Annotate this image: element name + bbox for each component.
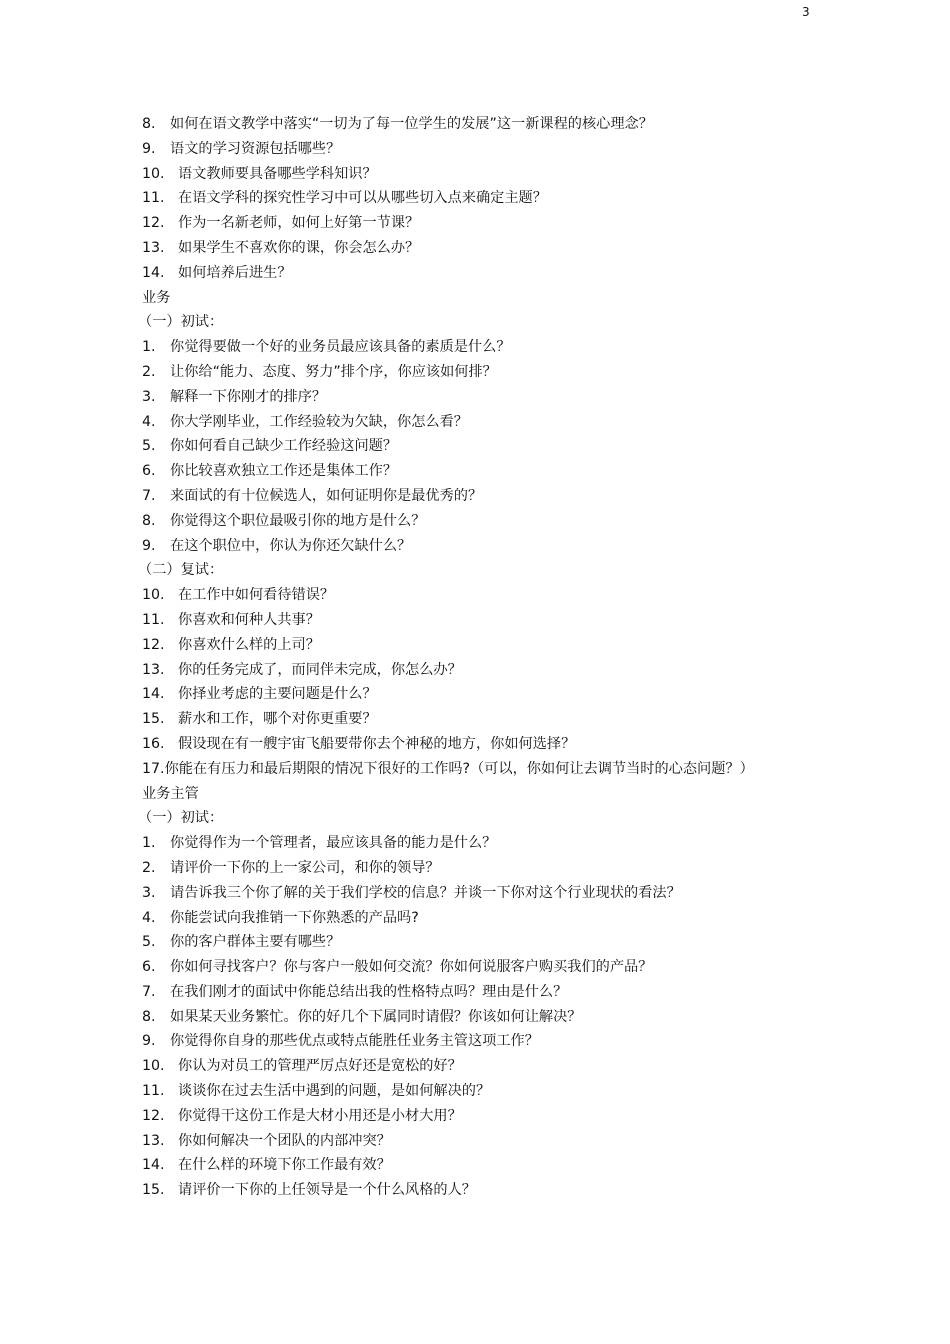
- item-number: 8.: [142, 512, 156, 529]
- item-number: 13.: [142, 661, 165, 678]
- question-item: [142, 955, 942, 980]
- item-number: 11.: [142, 611, 165, 628]
- question-item: [142, 1153, 942, 1178]
- subsection-heading: （一）初试：: [138, 810, 224, 827]
- item-text: 如果学生不喜欢你的课，你会怎么办？: [178, 239, 420, 256]
- item-text: 你能在有压力和最后期限的情况下很好的工作吗?（可以，你如何让去调节当时的心态问题？）: [164, 760, 754, 777]
- item-number: 8.: [142, 116, 156, 132]
- section-heading: 业务主管: [142, 785, 199, 802]
- question-item: [142, 360, 942, 385]
- question-item: [142, 162, 942, 187]
- question-item: [142, 534, 942, 559]
- question-item: [142, 633, 942, 658]
- item-text: 你如何看自己缺少工作经验这问题？: [170, 438, 398, 455]
- item-number: 2.: [142, 859, 156, 876]
- item-number: 6.: [142, 463, 156, 480]
- item-text: 你觉得作为一个管理者，最应该具备的能力是什么？: [170, 835, 497, 852]
- item-text: 你觉得干这份工作是大材小用还是小材大用？: [178, 1107, 462, 1124]
- item-text: 让你给“能力、态度、努力”排个序，你应该如何排？: [170, 363, 497, 380]
- item-number: 6.: [142, 959, 156, 976]
- question-item: [142, 1029, 942, 1054]
- item-number: 9.: [142, 1033, 156, 1050]
- item-number: 14.: [142, 1157, 165, 1174]
- item-number: 10.: [142, 1058, 165, 1075]
- question-item: [142, 459, 942, 484]
- question-item: [142, 757, 942, 782]
- item-number: 11.: [142, 1083, 165, 1100]
- item-number: 5.: [142, 934, 156, 951]
- question-item: [142, 1054, 942, 1079]
- question-item: [142, 682, 942, 707]
- item-number: 14.: [142, 264, 165, 281]
- question-item: [142, 1129, 942, 1154]
- question-item: [142, 1079, 942, 1104]
- item-number: 1.: [142, 835, 156, 852]
- item-text: 在什么样的环境下你工作最有效？: [178, 1157, 391, 1174]
- subsection-heading: （二）复试：: [138, 562, 224, 579]
- item-number: 5.: [142, 438, 156, 455]
- item-number: 12.: [142, 1107, 165, 1124]
- item-text: 请评价一下你的上一家公司，和你的领导？: [170, 859, 440, 876]
- item-number: 16.: [142, 735, 165, 752]
- item-number: 9.: [142, 537, 156, 554]
- item-text: 如何在语文教学中落实“一切为了每一位学生的发展”这一新课程的核心理念？: [170, 116, 653, 132]
- item-number: 4.: [142, 909, 156, 926]
- item-number: 10.: [142, 165, 165, 182]
- item-text: 谈谈你在过去生活中遇到的问题，是如何解决的？: [178, 1083, 491, 1100]
- item-text: 你比较喜欢独立工作还是集体工作？: [170, 463, 398, 480]
- question-item: [142, 856, 942, 881]
- question-item: [142, 707, 942, 732]
- item-text: 请告诉我三个你了解的关于我们学校的信息？并谈一下你对这个行业现状的看法？: [170, 884, 681, 901]
- item-number: 15.: [142, 711, 165, 728]
- item-text: 你认为对员工的管理严厉点好还是宽松的好？: [178, 1058, 462, 1075]
- question-item: [142, 1178, 942, 1203]
- item-number: 3.: [142, 388, 156, 405]
- item-text: 在这个职位中，你认为你还欠缺什么？: [170, 537, 412, 554]
- item-text: 你喜欢什么样的上司？: [178, 636, 320, 653]
- item-text: 你觉得你自身的那些优点或特点能胜任业务主管这项工作？: [170, 1033, 539, 1050]
- question-item: [142, 608, 942, 633]
- item-text: 你大学刚毕业，工作经验较为欠缺，你怎么看？: [170, 413, 468, 430]
- item-number: 13.: [142, 239, 165, 256]
- item-text: 在工作中如何看待错误？: [178, 587, 335, 604]
- item-text: 假设现在有一艘宇宙飞船要带你去个神秘的地方，你如何选择？: [178, 735, 576, 752]
- item-text: 解释一下你刚才的排序？: [170, 388, 327, 405]
- question-item: [142, 261, 942, 286]
- question-item: [142, 236, 942, 261]
- question-item: [142, 930, 942, 955]
- question-item: [142, 1005, 942, 1030]
- item-number: 12.: [142, 636, 165, 653]
- item-number: 14.: [142, 686, 165, 703]
- item-text: 你觉得这个职位最吸引你的地方是什么？: [170, 512, 426, 529]
- item-number: 7.: [142, 983, 156, 1000]
- subsection-heading: （一）初试：: [138, 314, 224, 331]
- item-number: 9.: [142, 140, 156, 157]
- item-text: 你择业考虑的主要问题是什么？: [178, 686, 377, 703]
- page-number: 3: [802, 5, 810, 19]
- question-item: [142, 385, 942, 410]
- item-text: 如何培养后进生？: [178, 264, 292, 281]
- item-number: 4.: [142, 413, 156, 430]
- item-number: 3.: [142, 884, 156, 901]
- item-number: 11.: [142, 190, 165, 207]
- question-item: [142, 484, 942, 509]
- question-item: [142, 906, 942, 931]
- question-item: [142, 1104, 942, 1129]
- item-number: 7.: [142, 487, 156, 504]
- question-item: [142, 137, 942, 162]
- item-text: 在语文学科的探究性学习中可以从哪些切入点来确定主题？: [178, 190, 547, 207]
- item-number: 12.: [142, 215, 165, 232]
- question-item: [142, 335, 942, 360]
- item-text: 请评价一下你的上任领导是一个什么风格的人？: [178, 1182, 476, 1199]
- question-item: [142, 658, 942, 683]
- question-item: [142, 211, 942, 236]
- item-text: 作为一名新老师，如何上好第一节课？: [178, 215, 420, 232]
- question-item: [142, 980, 942, 1005]
- question-item: [142, 410, 942, 435]
- item-number: 8.: [142, 1008, 156, 1025]
- item-text: 你能尝试向我推销一下你熟悉的产品吗?: [170, 909, 419, 926]
- item-number: 2.: [142, 363, 156, 380]
- item-text: 如果某天业务繁忙。你的好几个下属同时请假？你该如何让解决？: [170, 1008, 582, 1025]
- item-text: 你觉得要做一个好的业务员最应该具备的素质是什么？: [170, 339, 511, 356]
- question-item: [142, 732, 942, 757]
- question-item: [142, 509, 942, 534]
- item-text: 你喜欢和何种人共事？: [178, 611, 320, 628]
- item-text: 薪水和工作，哪个对你更重要？: [178, 711, 377, 728]
- item-text: 你如何解决一个团队的内部冲突？: [178, 1132, 391, 1149]
- document-body: [138, 112, 942, 1203]
- question-item: [142, 831, 942, 856]
- item-text: 在我们刚才的面试中你能总结出我的性格特点吗？理由是什么？: [170, 983, 568, 1000]
- item-text: 语文的学习资源包括哪些？: [170, 140, 341, 157]
- item-text: 语文教师要具备哪些学科知识？: [178, 165, 377, 182]
- item-text: 你如何寻找客户？你与客户一般如何交流？你如何说服客户购买我们的产品？: [170, 959, 653, 976]
- item-number: 10.: [142, 587, 165, 604]
- question-item: [142, 434, 942, 459]
- question-item: [142, 112, 942, 137]
- item-text: 你的任务完成了，而同伴未完成，你怎么办？: [178, 661, 462, 678]
- item-number: 13.: [142, 1132, 165, 1149]
- item-text: 你的客户群体主要有哪些？: [170, 934, 341, 951]
- item-number: 17.: [142, 760, 165, 777]
- item-text: 来面试的有十位候选人，如何证明你是最优秀的？: [170, 487, 483, 504]
- question-item: [142, 186, 942, 211]
- question-item: [142, 881, 942, 906]
- section-heading: 业务: [142, 289, 171, 306]
- item-number: 15.: [142, 1182, 165, 1199]
- question-item: [142, 583, 942, 608]
- item-number: 1.: [142, 339, 156, 356]
